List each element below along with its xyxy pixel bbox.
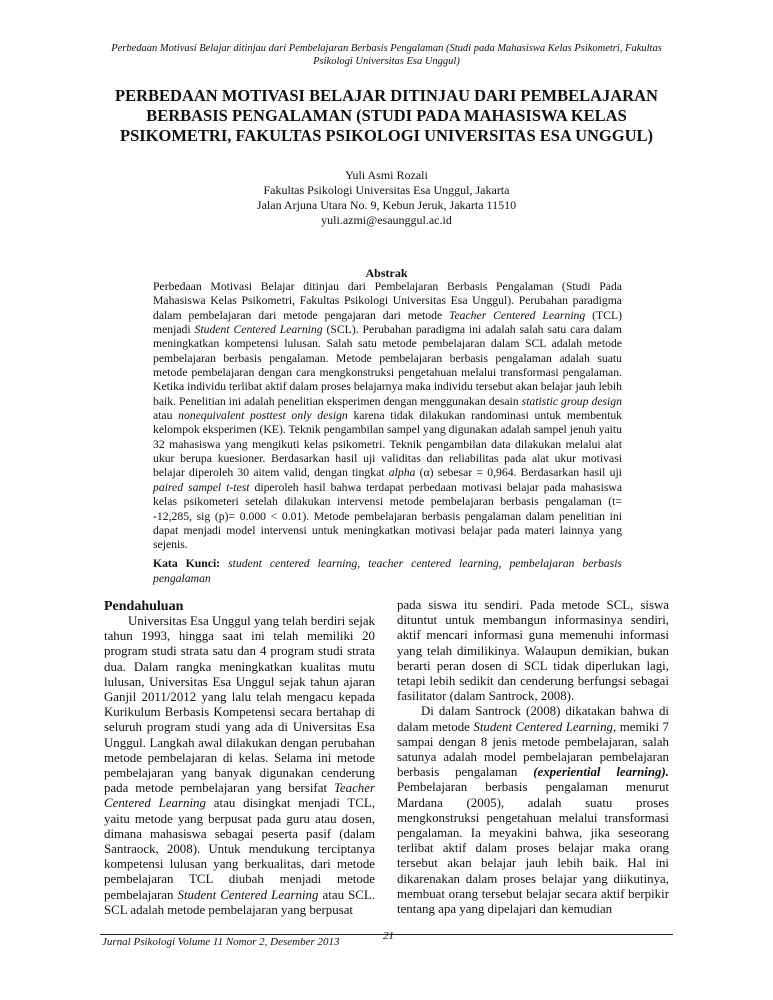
abstract-text-segment: (α) sebesar = 0,964. Berdasarkan hasil uji bbox=[415, 466, 623, 480]
body-text-segment: memiki 7 sampai dengan 8 jenis metode pembelajaran, salah satunya adalah model pembelajaran pembelajaran berbasis pengalaman bbox=[397, 719, 669, 780]
paper-title: PERBEDAAN MOTIVASI BELAJAR DITINJAU DARI PEMBELAJARAN BERBASIS PENGALAMAN (STUDI PADA MAHASISWA KELAS PSIKOMETRI, FAKULTAS PSIKOLOGI UNIVERSITAS ESA UNGGUL) bbox=[115, 86, 658, 145]
page-number: 21 bbox=[383, 930, 394, 942]
body-text-segment: atau disingkat menjadi TCL, yaitu metode yang berpusat pada guru atau dosen, dimana mahasiswa sebagai peserta pasif (dalam Santraock, 2008). Untuk mendukung terciptanya kompetensi lulusan yang berkualitas, dari metode pembelajaran TCL diubah menjadi metode pembelajaran bbox=[104, 796, 376, 902]
left-column bbox=[104, 614, 375, 918]
body-bold-italic-term: (experiential learning). bbox=[533, 765, 669, 780]
body-text-segment: Pembelajaran berbasis pengalaman menurut Mardana (2005), adalah suatu proses mengkonstruksi pengetahuan melalui transformasi pengalaman. Ia meyakini bahwa, jika seseorang terlibat aktif dalam proses belajar maka orang tersebut akan belajar jauh lebih baik. Hal ini dikarenakan dalam proses belajar yang diikutinya, membuat orang tersebut belajar secara aktif berpikir tentang apa yang dipelajari dan kemudian bbox=[397, 780, 669, 917]
abstract-heading: Abstrak bbox=[365, 266, 408, 280]
body-paragraph bbox=[104, 614, 375, 918]
author-name: Yuli Asmi Rozali bbox=[345, 168, 428, 182]
author-email: yuli.azmi@esaunggul.ac.id bbox=[321, 213, 452, 227]
body-italic-term: Student Centered Learning bbox=[177, 887, 319, 902]
abstract-italic-term: alpha bbox=[388, 466, 416, 480]
abstract-italic-term: Student Centered Learning bbox=[194, 323, 323, 337]
author-affiliation: Fakultas Psikologi Universitas Esa Unggul, Jakarta bbox=[263, 183, 510, 197]
abstract-italic-term: Teacher Centered Learning bbox=[449, 308, 586, 322]
body-italic-term: Student Centered Learning, bbox=[473, 719, 617, 734]
body-paragraph bbox=[397, 704, 669, 917]
right-column bbox=[397, 598, 669, 917]
running-head: Perbedaan Motivasi Belajar ditinjau dari Pembelajaran Berbasis Pengalaman (Studi pada Mahasiswa Kelas Psikometri, Fakultas Psikologi Universitas Esa Unggul) bbox=[111, 43, 662, 67]
abstract-italic-term: nonequivalent posttest only design bbox=[178, 409, 348, 423]
abstract-italic-term: paired sampel t-test bbox=[153, 480, 250, 494]
abstract-text bbox=[153, 280, 622, 553]
body-text-segment: Universitas Esa Unggul yang telah berdiri sejak tahun 1993, hingga saat ini telah memiliki 20 program studi strata satu dan 4 program studi strata dua. Dalam rangka meningkatkan kualitas mutu lulusan, Universitas Esa Unggul sejak tahun ajaran Ganjil 2011/2012 yang lalu telah mengacu kepada Kurikulum Berbasis Kompetensi secara bertahap di seluruh program studi yang ada di Universitas Esa Unggul. Langkah awal dilakukan dengan perubahan metode pembelajaran di kelas. Selama ini metode pembelajaran yang banyak digunakan cenderung pada metode pembelajaran yang bersifat bbox=[104, 614, 375, 796]
abstract-italic-term: statistic group design bbox=[521, 394, 622, 408]
author-address: Jalan Arjuna Utara No. 9, Kebun Jeruk, Jakarta 11510 bbox=[256, 198, 517, 212]
body-text-segment: atau SCL. SCL adalah metode pembelajaran yang berpusat bbox=[104, 887, 375, 917]
abstract-text-segment: karena tidak dilakukan randominasi untuk membentuk kelompok eksperimen (KE). Teknik pengambilan sampel yang digunakan adalah sampel jenuh yaitu 32 mahasiswa yang mengikuti kelas psikometri. Teknik pengambilan data dilakukan melalui alat ukur berupa kuesioner. Berdasarkan hasil uji validitas dan reliabilitas pada alat ukur motivasi belajar diperoleh 30 aitem valid, dengan tingkat bbox=[153, 409, 623, 480]
footer-journal: Jurnal Psikologi Volume 11 Nomor 2, Desember 2013 bbox=[102, 936, 340, 948]
body-paragraph: pada siswa itu sendiri. Pada metode SCL, siswa dituntut untuk membangun informasinya sendiri, aktif mencari informasi guna memenuhi informasi yang telah dimilikinya. Walaupun demikian, bukan berarti peran dosen di SCL tidak diperlukan lagi, tetapi lebih sedikit dan cenderung berfungsi sebagai fasilitator (dalam Santrock, 2008). bbox=[397, 598, 669, 704]
section-heading: Pendahuluan bbox=[104, 599, 184, 614]
author-block bbox=[150, 168, 623, 228]
abstract-text-segment: diperoleh hasil bahwa terdapat perbedaan motivasi belajar pada mahasiswa kelas psikometeri setelah dilakukan intervensi metode pembelajaran berbasis pengalaman (t= -12,285, sig (p)= 0.000 < 0.01). Metode pembelajaran berbasis pengalaman dalam penelitian ini dapat menjadi model intervensi untuk meningkatkan motivasi belajar pada materi lainnya yang sejenis. bbox=[153, 480, 623, 552]
abstract-text-segment: Perbedaan Motivasi Belajar ditinjau dari Pembelajaran Berbasis Pengalaman (Studi Pada Mahasiswa Kelas Psikometri, Fakultas Psikologi Universitas Esa Unggul). Perubahan paradigma dalam pembelajaran dari metode pengajaran dari metode bbox=[153, 280, 622, 322]
keywords-text: student centered learning, teacher centered learning, pembelajaran berbasis pengalaman bbox=[153, 557, 622, 585]
abstract-text-segment: (TCL) menjadi bbox=[153, 308, 622, 337]
abstract-text-segment: atau bbox=[153, 409, 179, 423]
keywords bbox=[153, 557, 622, 586]
abstract-text-segment: (SCL). Perubahan paradigma ini adalah salah satu cara dalam meningkatkan kompetensi lulusan. Salah satu metode pembelajaran dalam SCL adalah metode pembelajaran berbasis pengalaman. Metode pembelajaran berbasis pengalaman adalah suatu metode pembelajaran dengan cara mengkonstruksi pengetahuan melalui transformasi pengalaman. Ketika individu terlibat aktif dalam proses belajarnya maka individu tersebut akan belajar jauh lebih baik. Penelitian ini adalah penelitian eksperimen dengan menggunakan desain bbox=[153, 323, 622, 408]
body-text-segment: Di dalam Santrock (2008) dikatakan bahwa di dalam metode bbox=[397, 704, 669, 734]
keywords-label: Kata Kunci: bbox=[153, 557, 221, 570]
body-italic-term: Teacher Centered Learning bbox=[104, 781, 375, 811]
